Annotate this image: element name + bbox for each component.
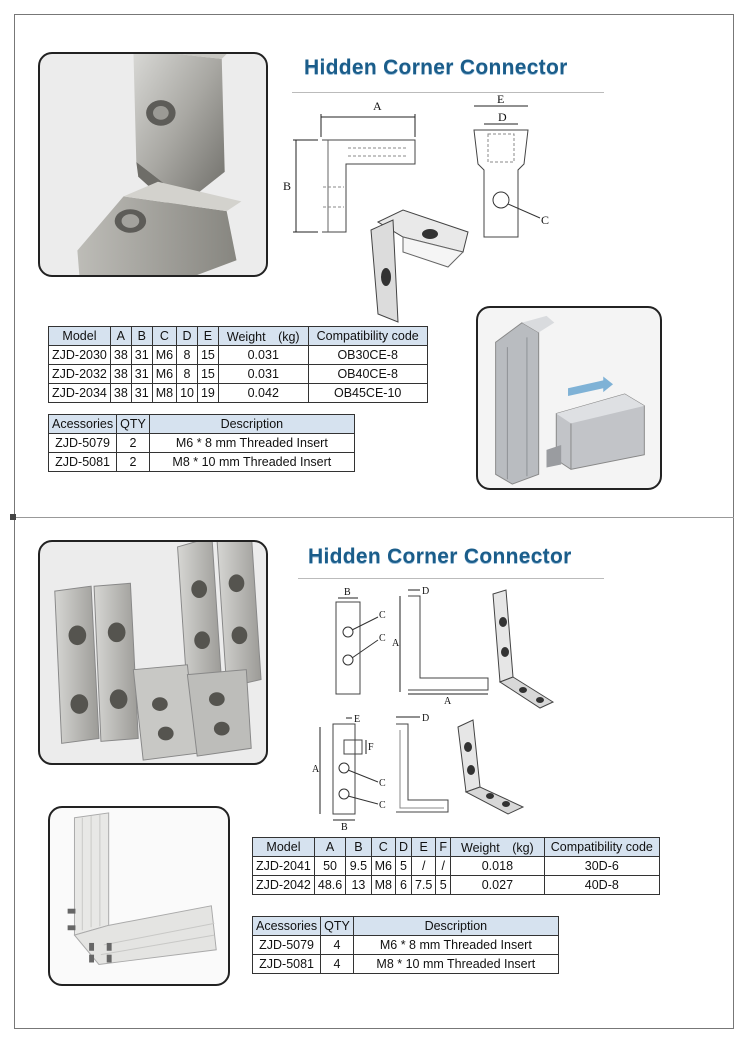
dim2-label-c3: C xyxy=(379,778,386,789)
table-row xyxy=(49,453,355,472)
cell: 31 xyxy=(131,365,152,384)
table-row xyxy=(49,346,428,365)
header-a: A xyxy=(314,838,345,857)
cell: ZJD-2032 xyxy=(49,365,111,384)
section2-accessories-header-row xyxy=(253,917,559,936)
dim2-label-b: B xyxy=(344,587,351,598)
cell: M8 * 10 mm Threaded Insert xyxy=(149,453,354,472)
header-accessories: Acessories xyxy=(253,917,321,936)
product-photo-connector-1 xyxy=(38,52,268,277)
cell: M6 * 8 mm Threaded Insert xyxy=(353,936,558,955)
cell: ZJD-5079 xyxy=(253,936,321,955)
cell: 15 xyxy=(197,346,218,365)
header-weight: Weight (kg) xyxy=(218,327,308,346)
header-d: D xyxy=(177,327,198,346)
header-model: Model xyxy=(49,327,111,346)
cell: 10 xyxy=(177,384,198,403)
cell: 40D-8 xyxy=(544,876,659,895)
section2-spec-table xyxy=(252,837,660,895)
header-e: E xyxy=(411,838,435,857)
cell: 15 xyxy=(197,365,218,384)
section1-spec-table xyxy=(48,326,428,403)
cell: ZJD-2041 xyxy=(253,857,315,876)
table-row xyxy=(253,876,660,895)
cell: M6 xyxy=(371,857,395,876)
table-row xyxy=(253,857,660,876)
cell: ZJD-5081 xyxy=(49,453,117,472)
cell: OB30CE-8 xyxy=(308,346,427,365)
cell: ZJD-5079 xyxy=(49,434,117,453)
cell: 0.031 xyxy=(218,346,308,365)
header-b: B xyxy=(131,327,152,346)
dim2-label-a2: A xyxy=(444,696,452,707)
section1-accessories-header-row xyxy=(49,415,355,434)
section2-title: Hidden Corner Connector xyxy=(308,545,572,568)
cell: 0.042 xyxy=(218,384,308,403)
header-f: F xyxy=(436,838,451,857)
cell: M8 xyxy=(152,384,176,403)
cell: 0.027 xyxy=(451,876,545,895)
dim2-label-c2: C xyxy=(379,633,386,644)
cell: M6 * 8 mm Threaded Insert xyxy=(149,434,354,453)
dim2-label-f: F xyxy=(368,742,374,753)
section2-spec-header-row xyxy=(253,838,660,857)
section2-accessories-table xyxy=(252,916,559,974)
cell: ZJD-2034 xyxy=(49,384,111,403)
table-row xyxy=(253,955,559,974)
cell: 50 xyxy=(314,857,345,876)
dim2-label-d: D xyxy=(422,586,430,597)
cell: 19 xyxy=(197,384,218,403)
cell: 4 xyxy=(321,955,354,974)
header-description: Description xyxy=(149,415,354,434)
dim2-label-b2: B xyxy=(341,822,348,832)
cell: M6 xyxy=(152,365,176,384)
table-row xyxy=(49,365,428,384)
section1-spec-header-row xyxy=(49,327,428,346)
header-qty: QTY xyxy=(321,917,354,936)
header-model: Model xyxy=(253,838,315,857)
cell: 38 xyxy=(110,346,131,365)
header-qty: QTY xyxy=(117,415,150,434)
cell: ZJD-5081 xyxy=(253,955,321,974)
section2-dimension-drawing xyxy=(308,582,558,832)
dim2-label-c4: C xyxy=(379,800,386,811)
table-row xyxy=(49,434,355,453)
cell: / xyxy=(411,857,435,876)
cell: 31 xyxy=(131,346,152,365)
dim-label-c: C xyxy=(541,213,550,227)
cell: M6 xyxy=(152,346,176,365)
cell: OB40CE-8 xyxy=(308,365,427,384)
cell: 2 xyxy=(117,434,150,453)
dim2-label-a3: A xyxy=(312,764,320,775)
dim-label-a: A xyxy=(373,99,382,113)
header-d: D xyxy=(395,838,411,857)
dim2-label-d2: D xyxy=(422,713,430,724)
assembly-photo-2 xyxy=(48,806,230,986)
cell: ZJD-2030 xyxy=(49,346,111,365)
cell: 0.031 xyxy=(218,365,308,384)
header-compatibility: Compatibility code xyxy=(308,327,427,346)
cell: M8 xyxy=(371,876,395,895)
cell: 48.6 xyxy=(314,876,345,895)
dim-label-d: D xyxy=(498,110,507,124)
dim2-label-a1: A xyxy=(392,638,400,649)
section1-title: Hidden Corner Connector xyxy=(304,56,568,79)
dim-label-e: E xyxy=(497,92,505,106)
dim2-label-c1: C xyxy=(379,610,386,621)
table-row xyxy=(253,936,559,955)
divider-marker xyxy=(10,514,16,520)
cell: 7.5 xyxy=(411,876,435,895)
section-divider xyxy=(14,517,734,518)
cell: 38 xyxy=(110,384,131,403)
cell: 4 xyxy=(321,936,354,955)
cell: 8 xyxy=(177,365,198,384)
header-b: B xyxy=(346,838,371,857)
header-description: Description xyxy=(353,917,558,936)
header-compatibility: Compatibility code xyxy=(544,838,659,857)
cell: 9.5 xyxy=(346,857,371,876)
cell: ZJD-2042 xyxy=(253,876,315,895)
cell: 38 xyxy=(110,365,131,384)
cell: 8 xyxy=(177,346,198,365)
section2-title-rule xyxy=(298,578,604,579)
cell: M8 * 10 mm Threaded Insert xyxy=(353,955,558,974)
header-weight: Weight (kg) xyxy=(451,838,545,857)
cell: 6 xyxy=(395,876,411,895)
header-c: C xyxy=(371,838,395,857)
header-c: C xyxy=(152,327,176,346)
cell: 5 xyxy=(395,857,411,876)
product-photo-connector-2 xyxy=(38,540,268,765)
assembly-photo-1 xyxy=(476,306,662,490)
cell: / xyxy=(436,857,451,876)
cell: 0.018 xyxy=(451,857,545,876)
header-accessories: Acessories xyxy=(49,415,117,434)
cell: 5 xyxy=(436,876,451,895)
section1-accessories-table xyxy=(48,414,355,472)
cell: 31 xyxy=(131,384,152,403)
cell: OB45CE-10 xyxy=(308,384,427,403)
cell: 2 xyxy=(117,453,150,472)
header-e: E xyxy=(197,327,218,346)
dim-label-b: B xyxy=(283,179,292,193)
table-row xyxy=(49,384,428,403)
section1-dimension-drawing xyxy=(278,92,578,327)
cell: 13 xyxy=(346,876,371,895)
cell: 30D-6 xyxy=(544,857,659,876)
dim2-label-e: E xyxy=(354,714,361,725)
header-a: A xyxy=(110,327,131,346)
